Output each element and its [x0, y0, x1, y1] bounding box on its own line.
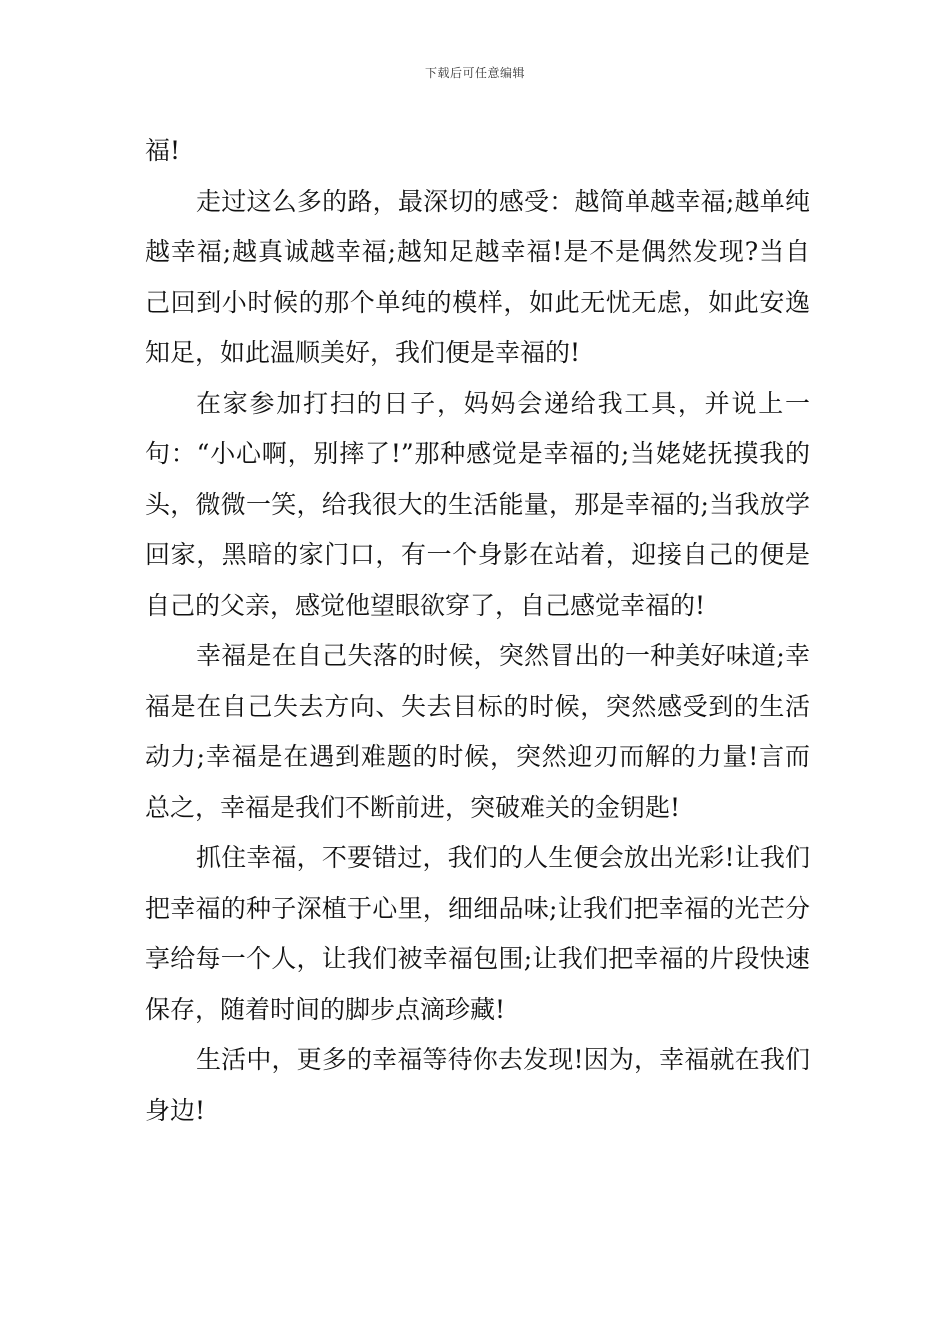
paragraph-3: 在家参加打扫的日子，妈妈会递给我工具，并说上一句：“小心啊，别摔了!”那种感觉是幸福的;当姥姥抚摸我的头，微微一笑，给我很大的生活能量，那是幸福的;当我放学回家，黑暗的家门口，有一个身影在站着，迎接自己的便是自己的父亲，感觉他望眼欲穿了，自己感觉幸福的!: [145, 388, 810, 620]
paragraph-5: 抓住幸福，不要错过，我们的人生便会放出光彩!让我们把幸福的种子深植于心里，细细品味;让我们把幸福的光芒分享给每一个人，让我们被幸福包围;让我们把幸福的片段快速保存，随着时间的脚步点滴珍藏!: [145, 843, 810, 1024]
document-body: [145, 126, 810, 1136]
paragraph-6: 生活中，更多的幸福等待你去发现!因为，幸福就在我们身边!: [145, 1045, 810, 1125]
page-header: 下载后可任意编辑: [424, 66, 525, 80]
paragraph-2: 走过这么多的路，最深切的感受：越简单越幸福;越单纯越幸福;越真诚越幸福;越知足越幸福!是不是偶然发现?当自己回到小时候的那个单纯的模样，如此无忧无虑，如此安逸知足，如此温顺美好，我们便是幸福的!: [145, 186, 810, 367]
paragraph-1: 福!: [145, 136, 181, 165]
paragraph-4: 幸福是在自己失落的时候，突然冒出的一种美好味道;幸福是在自己失去方向、失去目标的时候，突然感受到的生活动力;幸福是在遇到难题的时候，突然迎刃而解的力量!言而总之，幸福是我们不断前进，突破难关的金钥匙!: [145, 641, 810, 822]
